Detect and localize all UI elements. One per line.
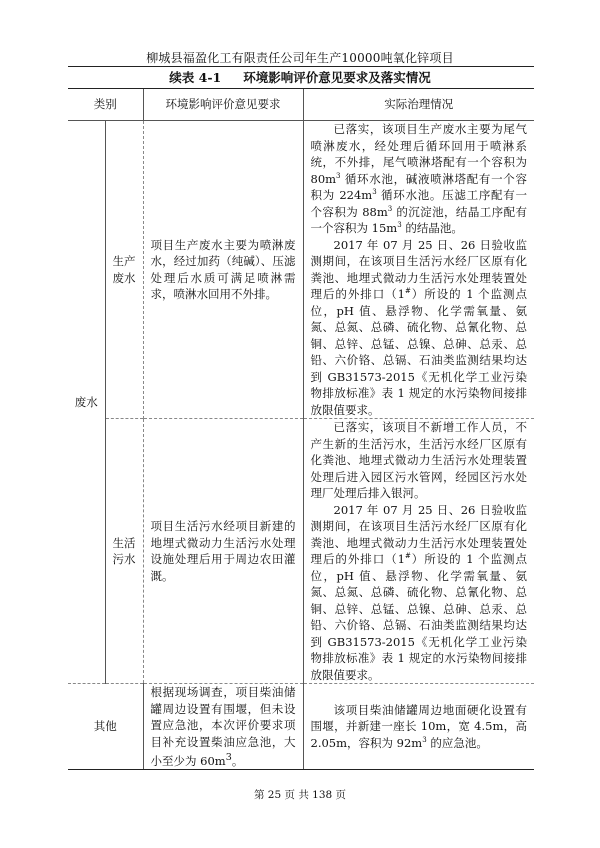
domestic-status-para2: 2017 年 07 月 25 日、26 日验收监测期间，在该项目生活污水经厂区原有化粪池、地埋式微动力生活污水处理装置处理后的外排口（1#）所设的 1 个监测点位，pH 值、悬浮物、化学需氧量、氨氮、总氮、总磷、硫化物、总氰化物、总铜、总锌、总锰、总镍、总砷、总汞、总铅、六价铬、总镉、石油类监测结果均达到 GB31573-2015《无机化学工业污染物排放标准》表 1 规定的水污染物间接排放限值要求。 — [310, 502, 527, 682]
requirements-table — [68, 88, 534, 770]
column-header-category: 类别 — [68, 89, 143, 121]
production-status-para2: 2017 年 07 月 25 日、26 日验收监测期间，在该项目生活污水经厂区原有化粪池、地埋式微动力生活污水处理装置处理后的外排口（1#）所设的 1 个监测点位，pH 值、悬浮物、化学需氧量、氨氮、总氮、总磷、硫化物、总氰化物、总铜、总锌、总锰、总镍、总砷、总汞、总铅、六价铬、总镉、石油类监测结果均达到 GB31573-2015《无机化学工业污染物排放标准》表 1 规定的水污染物间接排放限值要求。 — [310, 237, 527, 417]
subcategory-domestic — [105, 419, 143, 684]
category-other: 其他 — [68, 684, 143, 770]
page-number-footer: 第 25 页 共 138 页 — [253, 789, 347, 801]
document-header-title: 柳城县福盈化工有限责任公司年生产10000吨氧化锌项目 — [146, 51, 454, 65]
table-caption — [0, 68, 600, 86]
table-header-row — [68, 89, 534, 121]
other-requirement: 根据现场调查，项目柴油储罐周边设置有围堰，但未设置应急池，本次评价要求项目补充设置柴油应急池，大小至少为 $60m^3$。 — [143, 684, 303, 770]
other-status-para: 该项目柴油储罐周边地面硬化设置有围堰，并新建一座长 10m，宽 4.5m，高 2.05m，容积为 $92m^3$ 的应急池。 — [310, 702, 527, 750]
header-divider — [68, 66, 534, 67]
table-title: 环境影响评价意见要求及落实情况 — [243, 70, 431, 85]
other-status — [303, 684, 534, 770]
domestic-status — [303, 419, 534, 684]
column-header-status: 实际治理情况 — [303, 89, 534, 121]
domestic-status-para1: 已落实，该项目不新增工作人员，不产生新的生活污水，生活污水经厂区原有化粪池、地埋式微动力生活污水处理装置处理后进入园区污水管网，经园区污水处理厂处理后排入银河。 — [310, 420, 527, 500]
subcategory-domestic-line1: 生活 — [112, 535, 136, 550]
production-requirement: 项目生产废水主要为喷淋废水，经过加药（纯碱）、压滤处理后水质可满足喷淋需求，喷淋水回用不外排。 — [143, 121, 303, 419]
domestic-requirement: 项目生活污水经项目新建的地埋式微动力生活污水处理设施处理后用于周边农田灌溉。 — [143, 419, 303, 684]
subcategory-production-line1: 生产 — [112, 254, 136, 268]
table-row — [68, 684, 534, 770]
subcategory-domestic-line2: 污水 — [112, 552, 136, 566]
column-header-requirement: 环境影响评价意见要求 — [143, 89, 303, 121]
table-row — [68, 121, 534, 419]
table-row — [68, 419, 534, 684]
table-number: 续表 4-1 — [169, 70, 222, 85]
production-status-para1: 已落实，该项目生产废水主要为尾气喷淋废水，经处理后循环回用于喷淋系统，不外排，尾气喷淋塔配有一个容积为 $80m^3$ 循环水池，碱液喷淋塔配有一个容积为 $224m^3$ 循环水池。压滤工序配有一个容积为 $88m^3$ 的沉淀池，结晶工序配有一个容积为 $15m^3$ 的结晶池。 — [310, 122, 527, 235]
subcategory-production — [105, 121, 143, 419]
category-wastewater: 废水 — [74, 394, 98, 409]
production-status — [303, 121, 534, 419]
subcategory-production-line2: 废水 — [112, 270, 136, 285]
